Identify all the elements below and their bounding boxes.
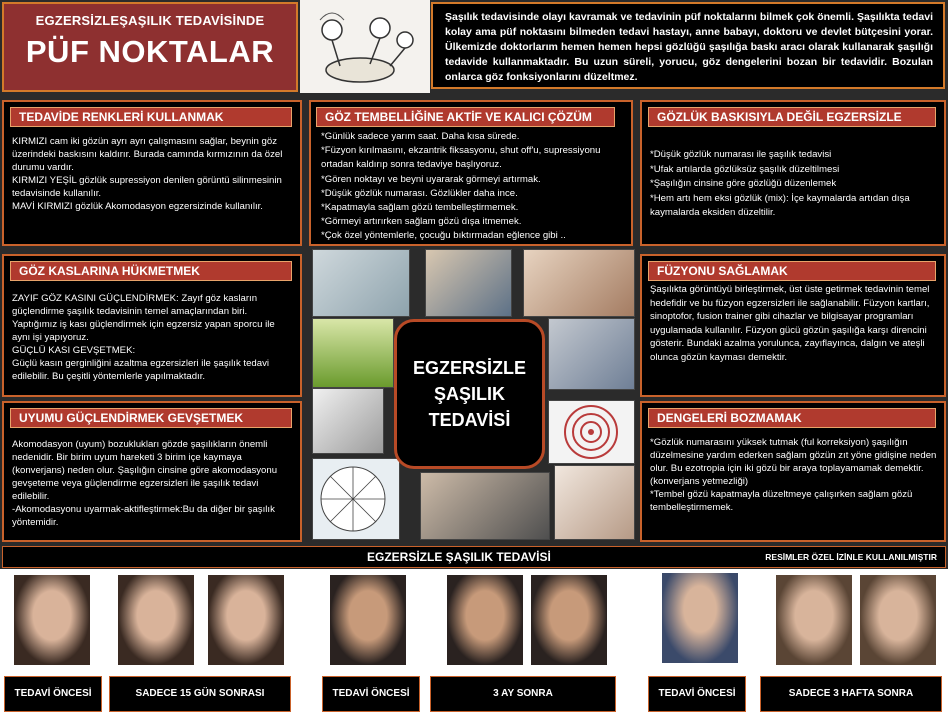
radial-chart-icon (313, 459, 399, 539)
photo-child-eye-test (312, 249, 410, 317)
panel-gozluk (640, 100, 946, 246)
label-after-3: SADECE 3 HAFTA SONRA (760, 676, 942, 712)
photo-spiral-target (548, 400, 635, 464)
photo-doctor-child (554, 465, 635, 540)
cartoon-illustration (300, 0, 430, 93)
photo-child-cards (548, 318, 635, 390)
photo-boy-device (312, 388, 384, 454)
label-before-3: TEDAVİ ÖNCESİ (648, 676, 746, 712)
panel-fuzyon-title: FÜZYONU SAĞLAMAK (648, 261, 936, 281)
poster-title: PÜF NOKTALAR (25, 34, 275, 69)
panel-tembel-body: *Günlük sadece yarım saat. Daha kısa sürede. *Füzyon kırılmasını, ekzantrik fiksasyonu, shut off'u, supressiyonu ortadan kaldırıp sonra tedaviye başlıyoruz. *Gören noktayı ve beyni uyararak görmeyi artırmak. *Düşük gözlük numarası. Gözlükler daha ince. *Kapatmayla sağlam gözü tembelleştirmemek. *Görmeyi artırırken sağlam gözü dışa itmemek. *Çok özel yöntemlerle, çocuğu bıktırmadan eğlence gibi .. (321, 131, 601, 242)
panel-kas-body: ZAYIF GÖZ KASINI GÜÇLENDİRMEK: Zayıf göz kasların güçlendirme şaşılık tedavisinin temel amaçlarından biri. Yaptığımız iş kası güçlendirmek için egzersiz yapan sporcu ile aynı işi yapıyoruz. GÜÇLÜ KASI GEVŞETMEK: Güçlü kasın gerginliğini azaltma egzersizleri ile şaşılık tedavi edilebilir. Bu çeşitli yöntemlerle yapılmaktadır. (12, 293, 275, 382)
spiral-target-icon (549, 401, 634, 463)
face-boy2-before (662, 573, 738, 663)
panel-kas (2, 254, 302, 397)
results-banner-title: EGZERSİZLE ŞAŞILIK TEDAVİSİ (367, 550, 551, 564)
panel-fuzyon (640, 254, 946, 397)
panel-gozluk-body: *Düşük gözlük numarası ile şaşılık tedavisi *Ufak artılarda gözlüksüz şaşılık düzeltilmesi *Şaşılığın cinsine göre gözlüğü düzenlemek *Hem artı hem eksi gözlük (mix): İçe kaymalarda artıdan dışa kaymalarda eksiden düzeltilir. (650, 149, 910, 218)
face-girl-after-2 (208, 575, 284, 665)
permission-note: RESİMLER ÖZEL İZİNLE KULLANILMIŞTIR (765, 552, 937, 562)
intro-text: Şaşılık tedavisinde olayı kavramak ve tedavinin püf noktalarını bilmek çok önemli. Şaşılıkta tedavi kolay ama püf noktasını bilmeden tedavi hastayı, anne babayı, doktoru ve devlet bütçesini yorar. Ülkemizde doktorlarım hemen hemen hepsi gözlüğü şaşılığa baskı aracı olarak kullanarak şaşılığı tedavide kullanmaktadır. Bu uzun süreli, yorucu, göz dengelerini bozan bir tedavidir. Bozulan onlarca göz fonksiyonlarını düzeltmez. (431, 2, 945, 89)
face-boy2-after-2 (860, 575, 936, 665)
photo-child-phoropter (420, 472, 550, 540)
face-girl-after-1 (118, 575, 194, 665)
panel-tembel-title: GÖZ TEMBELLİĞİNE AKTİF VE KALICI ÇÖZÜM (316, 107, 615, 127)
label-before-2: TEDAVİ ÖNCESİ (322, 676, 420, 712)
photo-grass (312, 318, 394, 388)
photo-girl-device (425, 249, 512, 317)
center-title (394, 319, 545, 469)
label-before-1: TEDAVİ ÖNCESİ (4, 676, 102, 712)
panel-denge-body: *Gözlük numarasını yüksek tutmak (ful korreksiyon) şaşılığın düzelmesine yardım ederken sağlam gözün zıt yöne gidişine neden olur. Bu ezotropia için iki gözü bir araya toplayamamak demektir. (konverjans yetmezliği) *Tembel gözü kapatmayla düzeltmeye çalışırken sağlam gözü tembelleştirmemek. (650, 437, 937, 513)
photo-trial-frame (523, 249, 635, 317)
panel-renk-body: KIRMIZI cam iki gözün ayrı ayrı çalışmasını sağlar, beynin göz üzerindeki baskısını kaldırır. Burada camında kırmızının da özel durumu vardır. KIRMIZI YEŞİL gözlük supressiyon denilen görüntü silinmesinin tedavisinde kullanılır. MAVİ KIRMIZI gözlük Akomodasyon egzersizinde kullanılır. (12, 136, 283, 212)
panel-kas-title: GÖZ KASLARINA HÜKMETMEK (10, 261, 292, 281)
face-boy-after-2 (531, 575, 607, 665)
face-boy-before (330, 575, 406, 665)
poster-title-box (2, 2, 298, 92)
panel-renk (2, 100, 302, 246)
poster-subtitle: EGZERSİZLEŞAŞILIK TEDAVİSİNDE (35, 13, 265, 28)
face-girl-before (14, 575, 90, 665)
face-boy2-after-1 (776, 575, 852, 665)
panel-tembel (309, 100, 633, 246)
panel-uyum (2, 401, 302, 542)
panel-denge (640, 401, 946, 542)
label-after-1: SADECE 15 GÜN SONRASI (109, 676, 291, 712)
panel-renk-title: TEDAVİDE RENKLERİ KULLANMAK (10, 107, 292, 127)
label-after-2: 3 AY SONRA (430, 676, 616, 712)
panel-denge-title: DENGELERİ BOZMAMAK (648, 408, 936, 428)
panel-uyum-title: UYUMU GÜÇLENDİRMEK GEVŞETMEK (10, 408, 292, 428)
panel-gozluk-title: GÖZLÜK BASKISIYLA DEĞİL EGZERSİZLE (648, 107, 936, 127)
photo-eye-chart (312, 458, 400, 540)
panel-fuzyon-body: Şaşılıkta görüntüyü birleştirmek, üst üste getirmek tedavinin temel hedefidir ve bu füzyon egzersizleri ile sağlanabilir. Füzyon kartları, sinoptofor, fusion trainer gibi cihazlar ve bilgisayar programları uygulamada kullanılır. Füzyon gücü gözün şaşılığa karşı direncini gösterir. Bundaki azalma yorulunca, zayıflayınca, dalgın ve ateşli olunca gözün kayması demektir. (650, 284, 930, 363)
panel-uyum-body: Akomodasyon (uyum) bozuklukları gözde şaşılıkların önemli nedenidir. Bir birim uyum hareketi 3 birim içe kaymaya (konverjans) neden olur. Şaşılığın cinsine göre akomodasyonu gevşeteme veya güçlendirme egzersizleri ile şaşılık tedavi edilebilir. -Akomodasyonu uyarmak-aktifleştirmek:Bu da diğer bir şaşılık yöntemidir. (12, 439, 278, 528)
center-title-text: EGZERSİZLE ŞAŞILIK TEDAVİSİ (412, 358, 526, 430)
results-banner (2, 546, 946, 568)
face-boy-after-1 (447, 575, 523, 665)
